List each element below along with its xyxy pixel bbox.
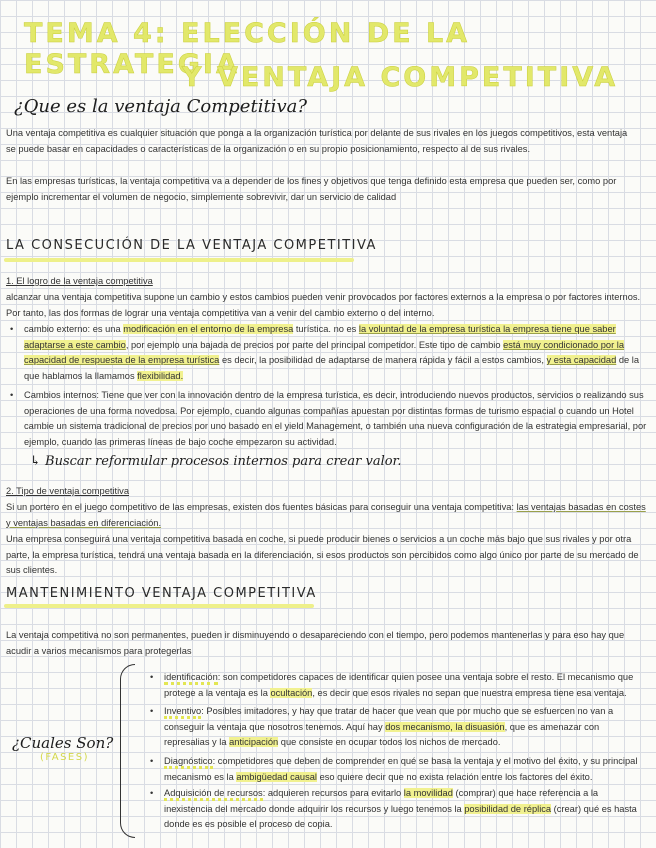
mechanism-adquisicion: • Adquisición de recursos: adquieren recursos para evitarlo la movilidad (comprar) que hace referencia a la inexistencia del mercado donde adquirir los recursos y luego tenemos la posibilidad de réplica (crear) qué es hasta donde es es posible el proceso de copia. (164, 786, 644, 833)
side-subtitle: (FASES) (40, 752, 89, 763)
section2-underline (4, 604, 314, 608)
mechanism-diagnostico: • Diagnóstico: competidores que deben de comprender en qué se basa la ventaja y el motivo del éxito, y su principal mecanismo es la ambigüedad causal eso quiere decir que no exista relación entre los factores del éxito. (164, 754, 644, 785)
item2-title: 2. Tipo de ventaja competitiva (6, 486, 129, 496)
section1-heading: LA CONSECUCIÓN DE LA VENTAJA COMPETITIVA (6, 238, 377, 253)
handwritten-note: ↳ Buscar reformular procesos internos para crear valor. (30, 454, 402, 469)
side-question: ¿Cuales Son? (12, 734, 114, 752)
section2-heading: MANTENIMIENTO VENTAJA COMPETITIVA (6, 586, 317, 601)
item1-title: 1. El logro de la ventaja competitiva (6, 276, 153, 286)
mechanism-identificacion: • identificación: son competidores capaces de identificar quien posee una ventaja sobre el resto. El mecanismo que protege a la ventaja es la ocultación, es decir que esos rivales no sepan que nuestra empresa tiene esa ventaja. (164, 670, 644, 701)
mechanism-inventivo: • Inventivo: Posibles imitadores, y hay que tratar de hacer que vean que por mucho que se esfuercen no van a conseguir la ventaja que nosotros tenemos. Aquí hay dos mecanismo, la disuasión, que es amenazar con represalias y la anticipación que consiste en ocupar todos los nichos de mercado. (164, 704, 644, 751)
intro-paragraph-1: Una ventaja competitiva es cualquier situación que ponga a la organización turística por delante de sus rivales en los juegos competitivos, esta ventaja se puede basar en capacidades o características de la organización o en su propio posicionamiento, respecto al de sus rivales. (6, 128, 628, 154)
bracket (120, 664, 135, 838)
section1-underline (4, 258, 354, 262)
item2-text-2: Una empresa conseguirá una ventaja competitiva basada en coche, si puede producir bienes o servicios a un coche más bajo que sus rivales y por otra parte, la empresa turística, tendrá una ventaja basada en la diferenciación, si esos productos son percibidos como algo único por parte de su mercado de sus clientes. (6, 534, 639, 575)
bullet-external-change: • cambio externo: es una modificación en el entorno de la empresa turística. no es la voluntad de la empresa turística la empresa tiene que saber adaptarse a este cambio, por ejemplo una bajada de precios por parte del principal competidor. Este tipo de cambio está muy condicionado por la capacidad de respuesta de la empresa turística es decir, la posibilidad de adaptarse de manera rápida y fácil a estos cambios, y esta capacidad de la que hablamos la llamamos flexibilidad. (24, 322, 650, 384)
item2-text: Si un portero en el juego competitivo de las empresas, existen dos fuentes básicas para conseguir una ventaja competitiva: las ventajas basadas en costes y ventajas basadas en diferenciación. (6, 502, 646, 528)
question-heading: ¿Que es la ventaja Competitiva? (14, 96, 307, 117)
page-title-line2: Y VENTAJA COMPETITIVA (182, 62, 619, 93)
page-title: TEMA 4: ELECCIÓN DE LA ESTRATEGIA (24, 18, 471, 80)
bullet-internal-change: • Cambios internos: Tiene que ver con la innovación dentro de la empresa turística, es decir, introduciendo nuevos productos, servicios o realizando sus operaciones de una forma novedosa. Por ejemplo, cuando algunas compañías apuestan por distintas formas de turismo espacial o cuando un Hotel cambie un sistema tradicional de precios por uno basado en el yield Management, o también una nueva configuración de la estrategia empresarial, por ejemplo, cuando las primeras líneas de bajo coche empezaron su actividad. (24, 388, 650, 450)
intro-paragraph-2: En las empresas turísticas, la ventaja competitiva va a depender de los fines y objetivos que tenga definido esta empresa que pueden ser, como por ejemplo incrementar el volumen de negocio, simplemente sobrevivir, dar un servicio de calidad (6, 176, 617, 202)
item1-text: alcanzar una ventaja competitiva supone un cambio y estos cambios pueden venir provocados por factores externos a la empresa o por factores internos. Por tanto, las dos formas de lograr una ventaja competitiva van a venir del cambio externo o del interno. (6, 292, 641, 318)
section2-intro: La ventaja competitiva no son permanentes, pueden ir disminuyendo o desapareciendo con el tiempo, pero podemos mantenerlas y para eso hay que acudir a varios mecanismos para protegerlas (6, 630, 625, 656)
